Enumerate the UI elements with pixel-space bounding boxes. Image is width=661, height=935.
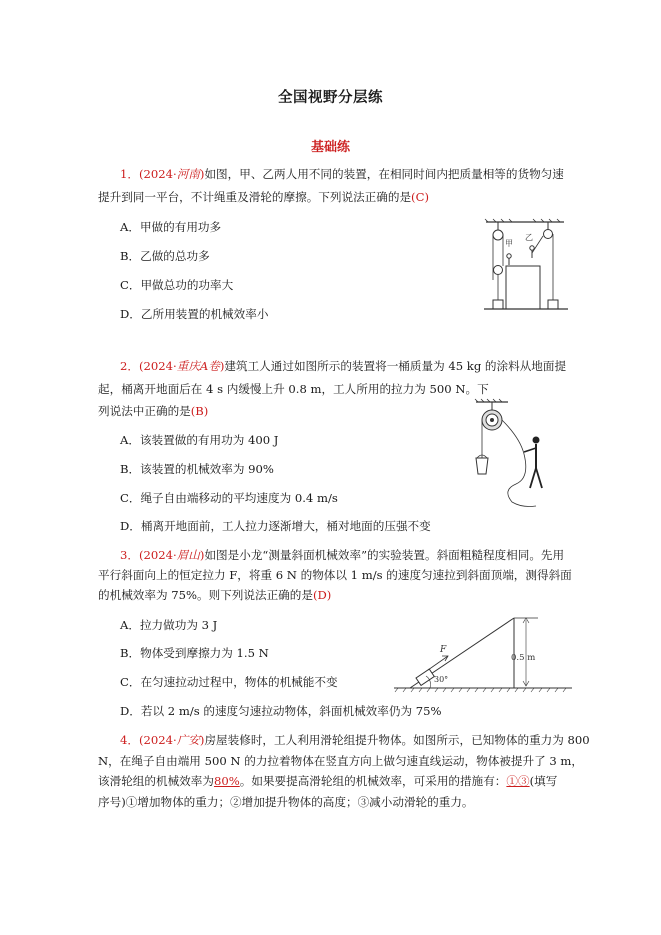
q2-option-b: B．该装置的机械效率为 90%	[120, 462, 274, 476]
section-heading: 基础练	[310, 140, 350, 155]
label-yi: 乙	[525, 233, 533, 242]
q2-option-d: D．桶离开地面前，工人拉力逐渐增大，桶对地面的压强不变	[120, 519, 431, 533]
q3-incline-figure	[394, 614, 576, 694]
answer-3: (D)	[312, 588, 332, 602]
question-4-line1: 4．(2024·广安)房屋装修时，工人利用滑轮组提升物体。如图所示，已知物体的重力为 800	[120, 733, 590, 747]
label-angle: 30°	[434, 675, 449, 684]
question-2-line1: 2．(2024·重庆A卷)建筑工人通过如图所示的装置将一桶质量为 45 kg 的涂料从地面提	[120, 359, 567, 373]
q2-worker-pulley-figure	[468, 400, 558, 510]
question-2-line3: 列说法中正确的是(B)	[98, 404, 209, 418]
q2-option-c: C．绳子自由端移动的平均速度为 0.4 m/s	[120, 491, 338, 505]
label-force-f: F	[440, 645, 447, 655]
question-3-line3: 的机械效率为 75%。则下列说法正确的是(D)	[98, 588, 332, 602]
question-4-line4: 序号)①增加物体的重力；②增加提升物体的高度；③减小动滑轮的重力。	[98, 795, 474, 809]
question-4-line2: N，在绳子自由端用 500 N 的力拉着物体在竖直方向上做匀速直线运动，物体被提升了 3 m，	[98, 754, 583, 768]
q3-option-a: A．拉力做功为 3 J	[120, 618, 218, 632]
q1-option-b: B．乙做的总功多	[120, 249, 210, 263]
question-3-line2: 平行斜面向上的恒定拉力 F，将重 6 N 的物体以 1 m/s 的速度匀速拉到斜面顶端，测得斜面	[98, 568, 572, 582]
q1-option-d: D．乙所用装置的机械效率小	[120, 307, 269, 321]
q1-option-a: A．甲做的有用功多	[120, 220, 222, 234]
question-3-line1: 3．(2024·眉山)如图是小龙“测量斜面机械效率”的实验装置。斜面粗糙程度相同。先用	[120, 548, 565, 562]
q1-pulley-figure	[484, 218, 572, 314]
q3-option-b: B．物体受到摩擦力为 1.5 N	[120, 646, 269, 660]
question-2-line2: 起，桶离开地面后在 4 s 内缓慢上升 0.8 m，工人所用的拉力为 500 N。下	[98, 382, 489, 396]
question-1-line2: 提升到同一平台，不计绳重及滑轮的摩擦。下列说法正确的是(C)	[98, 190, 429, 204]
q3-option-d: D．若以 2 m/s 的速度匀速拉动物体，斜面机械效率仍为 75%	[120, 704, 442, 718]
question-1-line1: 1．(2024·河南)如图，甲、乙两人用不同的装置，在相同时间内把质量相等的货物匀速	[120, 167, 564, 181]
answer-1: (C)	[411, 190, 429, 204]
label-jia: 甲	[505, 239, 513, 248]
q3-option-c: C．在匀速拉动过程中，物体的机械能不变	[120, 675, 338, 689]
label-height: 0.5 m	[511, 653, 536, 663]
page-title: 全国视野分层练	[278, 90, 383, 106]
blank-measures: ①③	[506, 774, 530, 788]
question-4-line3: 该滑轮组的机械效率为80%。如果要提高滑轮组的机械效率，可采用的措施有：①③(填写	[98, 774, 558, 788]
q1-option-c: C．甲做总功的功率大	[120, 278, 234, 292]
answer-2: (B)	[190, 404, 209, 418]
q2-option-a: A．该装置做的有用功为 400 J	[120, 433, 279, 447]
blank-efficiency: 80%	[213, 774, 240, 788]
